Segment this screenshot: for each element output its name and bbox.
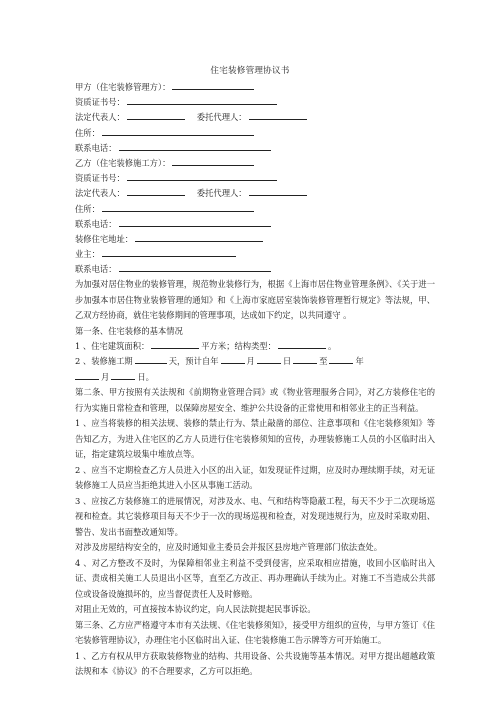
field-label: 联系电话： bbox=[75, 142, 117, 153]
article-3: 第三条、乙方应严格遵守本市有关法规、《住宅装修须知》，接受甲方组织的宣传，与甲方签订《住宅装修管理协议》，办理住宅小区临时出入证、住宅装修施工告示牌等方可开始施工。 bbox=[75, 619, 435, 646]
field-owner bbox=[75, 247, 435, 262]
document-body bbox=[75, 80, 435, 680]
field-address-a bbox=[75, 126, 435, 141]
fill-blank[interactable] bbox=[119, 217, 271, 227]
fill-blank[interactable] bbox=[172, 80, 254, 90]
field-house-address bbox=[75, 232, 435, 247]
field-label: 法定代表人： bbox=[75, 188, 125, 199]
field-address-b bbox=[75, 202, 435, 217]
field-rep-b bbox=[75, 186, 435, 201]
article-2-item-4: 4 、对乙方整改不及时，为保障相邻业主利益不受到侵害，应采取相应措施，收回小区临时出入证、责成相关施工人员退出小区等，直至乙方改正、再办理确认手续为止。对施工不当造成公共部位或设备设施损坏的，应当督促责任人及时修赔。 bbox=[75, 557, 435, 599]
field-phone-owner bbox=[75, 262, 435, 277]
article-1-title: 第一条、住宅装修的基本情况 bbox=[75, 325, 183, 336]
field-label: 甲方（住宅装修管理方）： bbox=[75, 82, 171, 92]
field-label: 资质证书号： bbox=[75, 173, 125, 184]
item-text: 至 bbox=[319, 356, 328, 367]
field-cert-a bbox=[75, 95, 435, 110]
fill-blank[interactable] bbox=[151, 339, 199, 349]
item-text: 月 bbox=[246, 356, 255, 367]
fill-blank[interactable] bbox=[127, 95, 277, 105]
field-label: 委托代理人： bbox=[196, 188, 247, 199]
item-text: 月 bbox=[101, 371, 110, 382]
fill-blank[interactable] bbox=[127, 110, 185, 120]
document-title: 住宅装修管理协议书 bbox=[210, 66, 290, 76]
item-text: 1 、住宅建筑面积： bbox=[75, 341, 150, 352]
fill-blank[interactable] bbox=[102, 247, 236, 257]
fill-blank[interactable] bbox=[221, 354, 245, 364]
field-phone-a bbox=[75, 141, 435, 156]
fill-blank[interactable] bbox=[119, 262, 271, 272]
fill-blank[interactable] bbox=[172, 156, 254, 166]
field-rep-a bbox=[75, 110, 435, 125]
article-2: 第二条、甲方按照有关法规和《前期物业管理合同》或《物业管理服务合同》，对乙方装修住宅的行为实施日常检查和管理，以保障房屋安全、维护公共设备的正常使用和相邻业主的正当利益。 bbox=[75, 387, 435, 413]
fill-blank[interactable] bbox=[329, 354, 353, 364]
field-label: 住所： bbox=[75, 203, 100, 214]
field-label: 联系电话： bbox=[75, 218, 117, 229]
article-2-item-1: 1 、应当将装修的相关法规、装修的禁止行为、禁止敲凿的部位、注意事项和《住宅装修须知》等告知乙方，为进入住宅区的乙方人员进行住宅装修须知的宣传，办理装修施工人员的小区临时出入证，指定建筑垃圾集中堆放点等。 bbox=[75, 418, 435, 460]
field-label: 委托代理人： bbox=[196, 112, 247, 123]
field-party-b bbox=[75, 156, 435, 171]
article-2-item-4-note: 对阻止无效的，可直接按本协议约定，向人民法院提起民事诉讼。 bbox=[75, 604, 316, 615]
fill-blank[interactable] bbox=[119, 141, 271, 151]
field-label: 业主： bbox=[75, 249, 100, 260]
item-text: 日 bbox=[282, 356, 292, 367]
fill-blank[interactable] bbox=[111, 370, 135, 380]
field-label: 住所： bbox=[75, 127, 100, 138]
field-label: 装修住宅地址： bbox=[75, 233, 134, 244]
intro-paragraph: 为加强对居住物业的装修管理，规范物业装修行为，根据《上海市居住物业管理条例》、《关于进一步加强本市居住物业装修管理的通知》和《上海市家庭居室装饰装修管理暂行规定》等法规，甲、乙双方经协商，就住宅装修期间的管理事项，达成如下约定，以共同遵守 。 bbox=[75, 279, 435, 321]
item-text: 2 、装修施工期 bbox=[75, 356, 133, 367]
field-label: 联系电话： bbox=[75, 264, 117, 275]
fill-blank[interactable] bbox=[102, 126, 254, 136]
field-cert-b bbox=[75, 171, 435, 186]
article-2-item-3-note: 对涉及房屋结构安全的，应及时通知业主委员会并报区县房地产管理部门依法查处。 bbox=[75, 542, 382, 553]
fill-blank[interactable] bbox=[249, 186, 307, 196]
article-1-item-1 bbox=[75, 339, 435, 354]
item-text: 平方米；结构类型： bbox=[201, 341, 276, 352]
article-3-item-1: 1 、乙方有权从甲方获取装修物业的结构、共用设备、公共设施等基本情况。对甲方提出超越政策法规和本《协议》的不合理要求，乙方可以拒绝。 bbox=[75, 650, 435, 677]
fill-blank[interactable] bbox=[249, 110, 307, 120]
article-1-item-2 bbox=[75, 354, 435, 385]
field-party-a bbox=[75, 80, 435, 95]
fill-blank[interactable] bbox=[257, 354, 281, 364]
fill-blank[interactable] bbox=[127, 171, 277, 181]
fill-blank[interactable] bbox=[293, 354, 317, 364]
item-text: 天，预计自年 bbox=[168, 356, 219, 367]
item-text: 年 bbox=[355, 356, 364, 367]
fill-blank[interactable] bbox=[135, 354, 167, 364]
fill-blank[interactable] bbox=[75, 370, 99, 380]
fill-blank[interactable] bbox=[135, 232, 263, 242]
fill-blank[interactable] bbox=[102, 202, 254, 212]
field-label: 乙方（住宅装修施工方）： bbox=[75, 157, 171, 168]
item-text: 。 bbox=[327, 341, 337, 352]
fill-blank[interactable] bbox=[127, 186, 185, 196]
item-text: 日。 bbox=[137, 371, 154, 382]
field-phone-b bbox=[75, 217, 435, 232]
article-2-item-2: 2 、应当不定期检查乙方人员进入小区的出入证，如发现证件过期，应及时办理续期手续，对无证装修施工人员应当拒绝其进入小区从事施工活动。 bbox=[75, 464, 435, 491]
field-label: 法定代表人： bbox=[75, 112, 125, 123]
fill-blank[interactable] bbox=[278, 339, 326, 349]
article-2-item-3: 3 、应按乙方装修施工的进展情况，对涉及水、电、气和结构等隐蔽工程，每天不少于二次现场巡视和检查。其它装修项目每天不少于一次的现场巡视和检查，对发现违规行为，应及时采取劝阻、警告、发出书面整改通知等。 bbox=[75, 495, 435, 537]
field-label: 资质证书号： bbox=[75, 97, 125, 108]
